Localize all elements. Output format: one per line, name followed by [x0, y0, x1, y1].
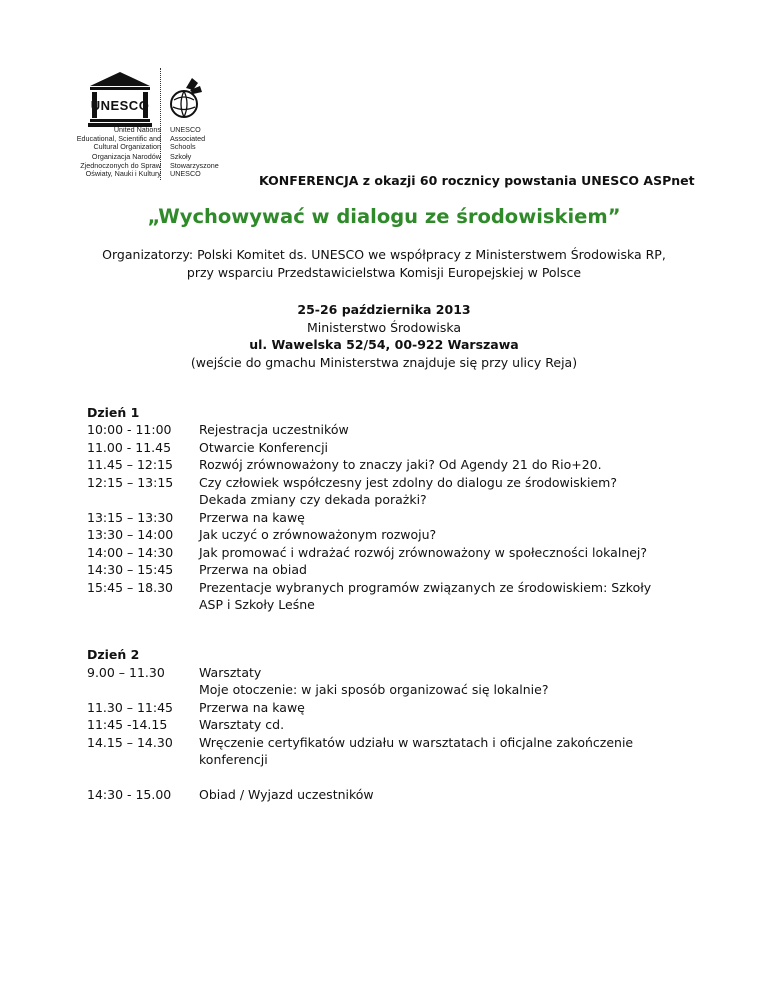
- day2-desc: Warsztaty: [199, 664, 262, 680]
- event-venue: Ministerstwo Środowiska: [306, 319, 462, 335]
- event-date: 25-26 października 2013: [297, 302, 471, 317]
- day1-time: 11.45 – 12:15: [87, 457, 174, 472]
- day2-label: Dzień 2: [87, 647, 140, 662]
- organizers: [0, 246, 768, 282]
- logo-divider: [160, 68, 162, 180]
- event-details: [0, 301, 768, 371]
- day1-time: 13:30 – 14:00: [87, 527, 174, 542]
- day1-desc: Przerwa na obiad: [199, 562, 307, 577]
- day1-time: 12:15 – 13:15: [87, 474, 174, 490]
- day1-time: 14:30 – 15:45: [87, 562, 174, 577]
- unesco-name-pl: Organizacja Narodów Zjednoczonych do Spraw Oświaty, Nauki i Kultury: [80, 152, 161, 179]
- day2-time: 14:30 - 15.00: [87, 787, 172, 802]
- day1-time: 11.00 - 11.45: [87, 439, 172, 455]
- day1-time: 13:15 – 13:30: [87, 509, 174, 525]
- day1-desc: Rozwój zrównoważony to znaczy jaki? Od Agendy 21 do Rio+20.: [199, 457, 602, 472]
- day2-desc: Obiad / Wyjazd uczestników: [199, 787, 374, 802]
- day1-desc: Jak promować i wdrażać rozwój zrównoważony w społeczności lokalnej?: [199, 544, 648, 560]
- page-title: „Wychowywać w dialogu ze środowiskiem”: [147, 205, 621, 228]
- day2-time: 14.15 – 14.30: [87, 734, 173, 750]
- temple-text: UNESCO: [90, 98, 150, 113]
- organizers-line-2: przy wsparciu Przedstawicielstwa Komisji Europejskiej w Polsce: [186, 265, 582, 280]
- day1-time: 14:00 – 14:30: [87, 544, 174, 560]
- day1-time: 10:00 - 11:00: [87, 422, 172, 437]
- day1-label: Dzień 1: [87, 405, 140, 420]
- day2-desc: Warsztaty cd.: [199, 717, 285, 732]
- day2-desc: konferencji: [199, 752, 268, 767]
- day1-desc: Dekada zmiany czy dekada porażki?: [199, 492, 427, 507]
- unesco-temple-logo: [88, 70, 152, 128]
- day2-time: 9.00 – 11.30: [87, 664, 165, 680]
- event-address: ul. Wawelska 52/54, 00-922 Warszawa: [249, 337, 519, 352]
- day1-desc: Otwarcie Konferencji: [199, 439, 329, 455]
- day2-time: 11.30 – 11:45: [87, 699, 174, 715]
- event-entrance-note: (wejście do gmachu Ministerstwa znajduje się przy ulicy Reja): [190, 354, 578, 370]
- aspnet-globe-icon: [166, 74, 206, 122]
- day1-time: 15:45 – 18.30: [87, 579, 174, 595]
- day1-desc: Czy człowiek współczesny jest zdolny do dialogu ze środowiskiem?: [199, 474, 617, 490]
- day2-time: 11:45 -14.15: [87, 717, 168, 732]
- day2-desc: Moje otoczenie: w jaki sposób organizować się lokalnie?: [199, 682, 549, 697]
- organizers-line-1: Organizatorzy: Polski Komitet ds. UNESCO we współpracy z Ministerstwem Środowiska RP,: [102, 247, 666, 262]
- day1-desc: Rejestracja uczestników: [199, 422, 349, 437]
- day1-desc: Jak uczyć o zrównoważonym rozwoju?: [199, 527, 437, 542]
- day2-desc: Wręczenie certyfikatów udziału w warsztatach i oficjalne zakończenie: [199, 734, 634, 750]
- day1-desc: ASP i Szkoły Leśne: [199, 597, 315, 612]
- aspnet-name-pl: Szkoły Stowarzyszone UNESCO: [170, 152, 219, 179]
- day2-desc: Przerwa na kawę: [199, 699, 305, 715]
- aspnet-name-en: UNESCO Associated Schools: [170, 125, 206, 152]
- day1-desc: Prezentacje wybranych programów związanych ze środowiskiem: Szkoły: [199, 579, 652, 595]
- conference-heading: KONFERENCJA z okazji 60 rocznicy powstania UNESCO ASPnet: [259, 173, 695, 188]
- unesco-name-en: United Nations Educational, Scientific and Cultural Organization: [76, 125, 161, 152]
- day1-desc: Przerwa na kawę: [199, 509, 305, 525]
